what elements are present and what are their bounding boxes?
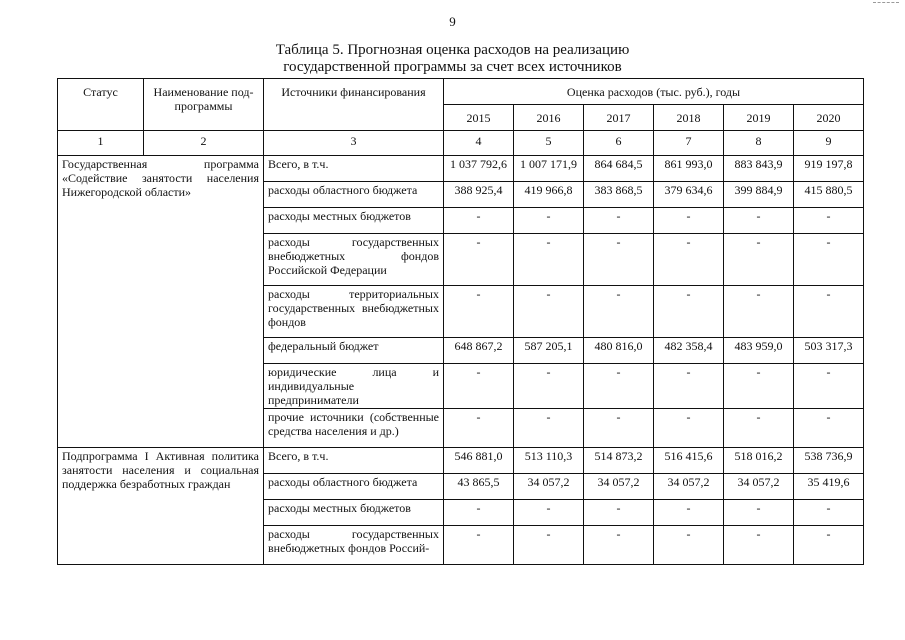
value-dash: -: [654, 286, 724, 338]
value-dash: -: [584, 526, 654, 565]
value-cell: 379 634,6: [654, 182, 724, 208]
funding-source: расходы государственных внебюджетных фондов Россий-: [264, 526, 444, 565]
value-cell: 399 884,9: [724, 182, 794, 208]
value-cell: 415 880,5: [794, 182, 864, 208]
value-dash: -: [514, 409, 584, 448]
column-number: 5: [514, 131, 584, 156]
value-dash: -: [514, 364, 584, 409]
value-cell: 419 966,8: [514, 182, 584, 208]
value-dash: -: [794, 526, 864, 565]
value-cell: 1 037 792,6: [444, 156, 514, 182]
header-sources: Источники финансирования: [264, 79, 444, 131]
column-number: 3: [264, 131, 444, 156]
value-dash: -: [584, 500, 654, 526]
value-cell: 503 317,3: [794, 338, 864, 364]
value-dash: -: [584, 208, 654, 234]
header-status: Статус: [58, 79, 144, 131]
funding-source: Всего, в т.ч.: [264, 156, 444, 182]
value-cell: 864 684,5: [584, 156, 654, 182]
value-dash: -: [514, 526, 584, 565]
edge-mark: [873, 2, 899, 3]
value-dash: -: [794, 286, 864, 338]
value-dash: -: [794, 409, 864, 448]
value-cell: 34 057,2: [584, 474, 654, 500]
funding-source: федеральный бюджет: [264, 338, 444, 364]
value-dash: -: [794, 364, 864, 409]
value-cell: 34 057,2: [654, 474, 724, 500]
value-dash: -: [794, 500, 864, 526]
column-number: 2: [144, 131, 264, 156]
value-dash: -: [724, 409, 794, 448]
value-dash: -: [654, 208, 724, 234]
value-cell: 483 959,0: [724, 338, 794, 364]
value-cell: 883 843,9: [724, 156, 794, 182]
value-dash: -: [584, 286, 654, 338]
value-dash: -: [654, 364, 724, 409]
value-dash: -: [584, 409, 654, 448]
value-dash: -: [654, 234, 724, 286]
value-cell: 480 816,0: [584, 338, 654, 364]
value-dash: -: [444, 409, 514, 448]
value-cell: 648 867,2: [444, 338, 514, 364]
header-subprogram: Наименование под-программы: [144, 79, 264, 131]
column-number: 6: [584, 131, 654, 156]
funding-source: расходы областного бюджета: [264, 474, 444, 500]
value-dash: -: [724, 234, 794, 286]
header-year: 2015: [444, 105, 514, 131]
value-dash: -: [654, 526, 724, 565]
value-dash: -: [794, 234, 864, 286]
table-title: [0, 42, 905, 76]
program-status: Государственная программа «Содействие занятости населения Нижегородской области»: [58, 156, 264, 448]
value-dash: -: [444, 526, 514, 565]
funding-source: расходы местных бюджетов: [264, 208, 444, 234]
header-year: 2016: [514, 105, 584, 131]
value-cell: 482 358,4: [654, 338, 724, 364]
value-dash: -: [724, 500, 794, 526]
value-cell: 919 197,8: [794, 156, 864, 182]
expenses-table: [57, 78, 864, 565]
column-numbers-row: [58, 131, 864, 156]
column-number: 1: [58, 131, 144, 156]
value-cell: 383 868,5: [584, 182, 654, 208]
value-cell: 546 881,0: [444, 448, 514, 474]
value-dash: -: [444, 234, 514, 286]
table-body: [58, 79, 864, 565]
value-dash: -: [724, 526, 794, 565]
column-number: 7: [654, 131, 724, 156]
header-year: 2020: [794, 105, 864, 131]
value-dash: -: [724, 208, 794, 234]
value-dash: -: [654, 500, 724, 526]
value-cell: 514 873,2: [584, 448, 654, 474]
column-number: 9: [794, 131, 864, 156]
header-estimate: Оценка расходов (тыс. руб.), годы: [444, 79, 864, 105]
column-number: 8: [724, 131, 794, 156]
value-dash: -: [514, 500, 584, 526]
funding-source: расходы государственных внебюджетных фондов Российской Федерации: [264, 234, 444, 286]
table-title-line-2: государственной программы за счет всех источников: [283, 59, 622, 75]
value-cell: 388 925,4: [444, 182, 514, 208]
value-cell: 35 419,6: [794, 474, 864, 500]
value-dash: -: [514, 208, 584, 234]
header-year: 2018: [654, 105, 724, 131]
value-dash: -: [794, 208, 864, 234]
value-dash: -: [654, 409, 724, 448]
value-dash: -: [444, 208, 514, 234]
funding-source: прочие источники (собственные средства населения и др.): [264, 409, 444, 448]
value-cell: 518 016,2: [724, 448, 794, 474]
page-number: 9: [449, 14, 456, 29]
value-dash: -: [514, 234, 584, 286]
value-dash: -: [444, 500, 514, 526]
value-cell: 516 415,6: [654, 448, 724, 474]
value-cell: 587 205,1: [514, 338, 584, 364]
column-number: 4: [444, 131, 514, 156]
value-dash: -: [724, 364, 794, 409]
program-status: Подпрограмма I Активная политика занятости населения и социальная поддержка безработных граждан: [58, 448, 264, 565]
funding-source: юридические лица и индивидуальные предприниматели: [264, 364, 444, 409]
value-cell: 34 057,2: [514, 474, 584, 500]
value-cell: 1 007 171,9: [514, 156, 584, 182]
funding-source: расходы территориальных государственных внебюджетных фондов: [264, 286, 444, 338]
header-year: 2017: [584, 105, 654, 131]
table-row: [58, 448, 864, 474]
value-dash: -: [584, 364, 654, 409]
table-row: [58, 156, 864, 182]
value-dash: -: [724, 286, 794, 338]
value-dash: -: [584, 234, 654, 286]
value-cell: 43 865,5: [444, 474, 514, 500]
value-dash: -: [444, 364, 514, 409]
value-dash: -: [444, 286, 514, 338]
funding-source: расходы областного бюджета: [264, 182, 444, 208]
funding-source: Всего, в т.ч.: [264, 448, 444, 474]
table-title-line-1: Таблица 5. Прогнозная оценка расходов на реализацию: [275, 42, 630, 58]
value-dash: -: [514, 286, 584, 338]
value-cell: 513 110,3: [514, 448, 584, 474]
value-cell: 861 993,0: [654, 156, 724, 182]
value-cell: 34 057,2: [724, 474, 794, 500]
header-year: 2019: [724, 105, 794, 131]
funding-source: расходы местных бюджетов: [264, 500, 444, 526]
value-cell: 538 736,9: [794, 448, 864, 474]
